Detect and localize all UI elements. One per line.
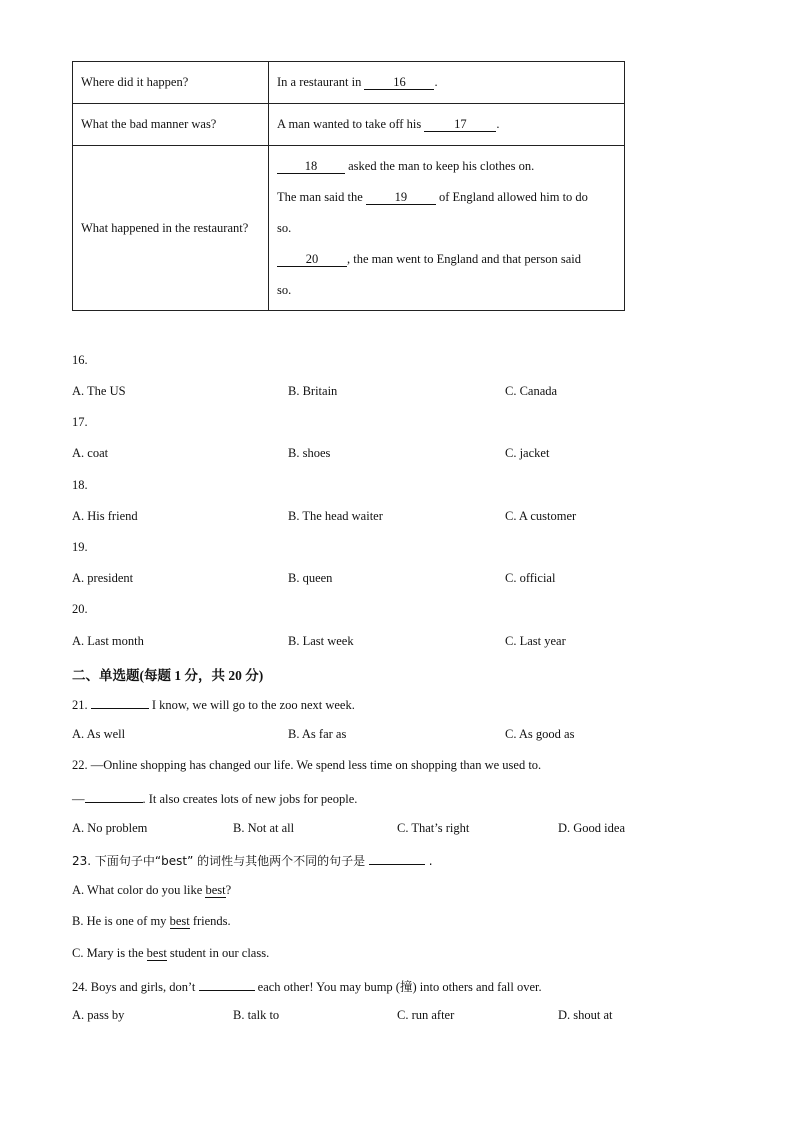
answer-line xyxy=(277,213,616,244)
option-a: A. Last month xyxy=(72,634,144,648)
answer-text: , the man went to England and that person said xyxy=(347,251,581,266)
option-c: C. Canada xyxy=(505,384,558,398)
underlined-word: best xyxy=(146,946,167,960)
option-text: student in our class. xyxy=(166,946,270,960)
stem-text: 21. xyxy=(72,698,91,712)
question-number: 17. xyxy=(72,415,88,429)
section-heading: 二、单选题(每题 1 分，共 20 分) xyxy=(72,668,264,683)
option-text: C. Mary is the xyxy=(72,946,147,960)
question-number: 16. xyxy=(72,353,88,367)
answer-text: asked the man to keep his clothes on. xyxy=(345,158,535,173)
option-b: B. queen xyxy=(288,571,333,585)
option-text: ? xyxy=(225,883,232,897)
stem-text: . xyxy=(424,854,433,868)
answer-blank xyxy=(85,790,143,803)
option-c: C. That’s right xyxy=(397,821,470,835)
blank-17: 17 xyxy=(424,117,496,132)
question-text: What the bad manner was? xyxy=(81,117,217,131)
option-b: B. Not at all xyxy=(233,821,295,835)
row-question xyxy=(73,104,269,146)
question-text: Where did it happen? xyxy=(81,75,189,89)
question-number: 19. xyxy=(72,540,88,554)
stem-text: I know, we will go to the zoo next week. xyxy=(148,698,355,712)
option-a: A. coat xyxy=(72,446,109,460)
underlined-word: best xyxy=(169,914,190,928)
answer-blank xyxy=(91,696,149,709)
question-number: 20. xyxy=(72,602,88,616)
stem-text: each other! You may bump (撞) into others and fall over. xyxy=(254,980,542,994)
answer-text: so. xyxy=(277,282,292,297)
answer-text: . xyxy=(496,117,500,131)
answer-text: so. xyxy=(277,220,292,235)
stem-text: 23. 下面句子中“best” 的词性与其他两个不同的句子是 xyxy=(72,854,369,868)
blank-19: 19 xyxy=(366,190,436,205)
row-answer xyxy=(269,104,625,146)
option-a: A. As well xyxy=(72,727,126,741)
option-a: A. The US xyxy=(72,384,126,398)
option-b xyxy=(72,914,231,929)
question-stem xyxy=(72,977,542,995)
option-c: C. jacket xyxy=(505,446,550,460)
answer-line xyxy=(277,182,616,213)
option-a: A. pass by xyxy=(72,1008,125,1022)
table-row xyxy=(73,146,625,311)
answer-blank xyxy=(369,852,425,865)
option-b: B. Last week xyxy=(288,634,354,648)
table-row xyxy=(73,104,625,146)
option-a xyxy=(72,883,231,898)
row-answer xyxy=(269,146,625,311)
row-answer xyxy=(269,62,625,104)
option-c: C. A customer xyxy=(505,509,577,523)
answer-line xyxy=(277,151,616,182)
blank-18: 18 xyxy=(277,159,345,174)
question-stem: 22. —Online shopping has changed our life. We spend less time on shopping than we used to. xyxy=(72,758,542,772)
option-a: A. No problem xyxy=(72,821,148,835)
row-question xyxy=(73,62,269,104)
stem-text: . It also creates lots of new jobs for people. xyxy=(142,792,358,806)
stem-text: — xyxy=(72,792,85,806)
answer-text: In a restaurant in xyxy=(277,75,365,89)
option-text: B. He is one of my xyxy=(72,914,170,928)
option-b: B. Britain xyxy=(288,384,338,398)
option-c xyxy=(72,946,269,961)
option-text: A. What color do you like xyxy=(72,883,206,897)
option-c: C. As good as xyxy=(505,727,575,741)
answer-line xyxy=(277,244,616,275)
answer-text: of England allowed him to do xyxy=(435,189,588,204)
option-d: D. Good idea xyxy=(558,821,625,835)
option-c: C. Last year xyxy=(505,634,566,648)
option-b: B. The head waiter xyxy=(288,509,383,523)
option-b: B. shoes xyxy=(288,446,331,460)
underlined-word: best xyxy=(205,883,226,897)
option-a: A. His friend xyxy=(72,509,138,523)
blank-20: 20 xyxy=(277,252,347,267)
option-b: B. talk to xyxy=(233,1008,280,1022)
blank-16: 16 xyxy=(364,75,434,90)
stem-text: 24. Boys and girls, don’t xyxy=(72,980,199,994)
answer-text: . xyxy=(434,75,438,89)
option-a: A. president xyxy=(72,571,134,585)
table-row xyxy=(73,62,625,104)
option-c: C. run after xyxy=(397,1008,455,1022)
option-b: B. As far as xyxy=(288,727,347,741)
question-stem xyxy=(72,852,433,869)
info-table xyxy=(72,61,625,311)
option-text: friends. xyxy=(189,914,231,928)
answer-line xyxy=(277,275,616,306)
option-c: C. official xyxy=(505,571,556,585)
question-stem xyxy=(72,790,357,807)
question-text: What happened in the restaurant? xyxy=(81,220,249,235)
answer-text: A man wanted to take off his xyxy=(277,117,425,131)
option-d: D. shout at xyxy=(558,1008,613,1022)
answer-blank xyxy=(199,978,255,991)
row-question xyxy=(73,146,269,311)
question-stem xyxy=(72,696,355,713)
question-number: 18. xyxy=(72,478,88,492)
answer-text: The man said the xyxy=(277,189,366,204)
